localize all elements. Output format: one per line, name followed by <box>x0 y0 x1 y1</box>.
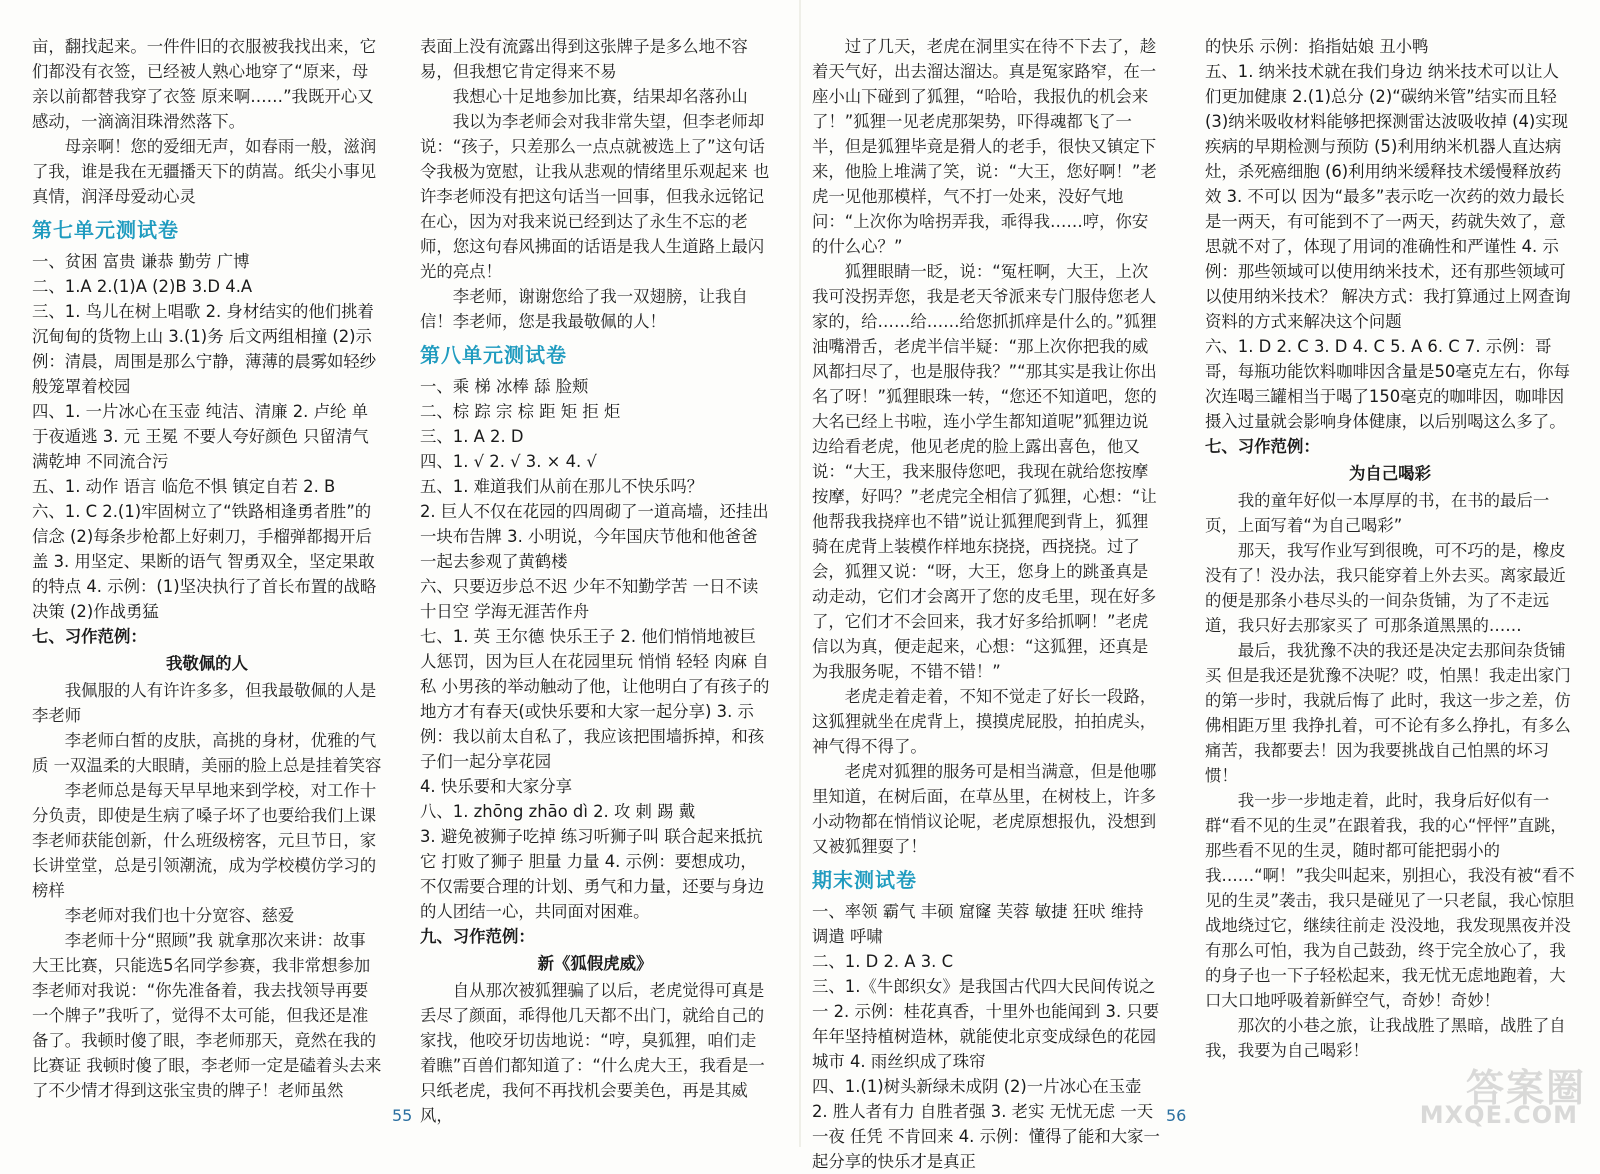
answer-line: 三、1.《牛郎织女》是我国古代四大民间传说之一 2. 示例：桂花真香，十里外也能闻到 3. 只要年年坚持植树造林，就能使北京变成绿色的花园城市 4. 雨丝织成了珠帘 <box>812 977 1160 1071</box>
paragraph: 最后，我犹豫不决的我还是决定去那间杂货铺买 但是我还是犹豫不决呢？哎，怕黑！我走出家门的第一步时，我就后悔了 此时，我这一步之差，仿佛相距万里 我挣扎着，可不论有多么挣扎，有多么痛苦，我都要去！因为我要挑战自己怕黑的坏习惯！ <box>1205 641 1571 785</box>
answer-line: 九、习作范例： <box>420 927 535 946</box>
answer-line: 三、1. 鸟儿在树上唱歌 2. 身材结实的他们挑着沉甸甸的货物上山 3.(1)务 后文两组相撞 (2)示例：清晨，周围是那么宁静，薄薄的晨雾如轻纱般笼罩着校园 <box>32 302 377 396</box>
page-gutter <box>799 0 801 1147</box>
answer-line: 四、1.(1)树头新绿未成阴 (2)一片冰心在玉壶 2. 胜人者有力 自胜者强 3. 老实 无忧无虑 一天一夜 任凭 不肯回来 4. 示例：懂得了能和大家一起分享的快乐才是真正 <box>812 1077 1160 1171</box>
paragraph: 那天，我写作业写到很晚，可不巧的是，橡皮没有了！没办法，我只能穿着上外去买。离家最近的便是那条小巷尽头的一间杂货铺，为了不走远道，我只好去那家买了 可那条道黑黑的…… <box>1205 541 1566 635</box>
answer-list <box>420 374 770 949</box>
column-4 <box>1205 34 1575 1063</box>
paragraph: 那次的小巷之旅，让我战胜了黑暗，战胜了自我，我要为自己喝彩！ <box>1205 1016 1566 1060</box>
answer-line: 六、只要迈步总不迟 少年不知勤学苦 一日不读十日空 学海无涯苦作舟 <box>420 577 759 621</box>
answer-line: 二、1. D 2. A 3. C <box>812 952 954 971</box>
paragraph: 老虎走着走着，不知不觉走了好长一段路，这狐狸就坐在虎背上，摸摸虎屁股，拍拍虎头，神气得不得了。 <box>812 687 1157 756</box>
paragraph: 我一步一步地走着，此时，我身后好似有一群“看不见的生灵”在跟着我，我的心“怦怦”直跳，那些看不见的生灵，随时都可能把弱小的我……“啊！”我尖叫起来，别担心，我没有被“看不见的生灵”袭击，我只是碰见了一只老鼠，我心惊胆战地绕过它，继续往前走 没没地，我发现黑夜并没有那么可怕，我为自己鼓劲，终于完全放心了，我的身子也一下子轻松起来，我无忧无虑地跑着，大口大口地呼吸着新鲜空气，奇妙！奇妙！ <box>1205 791 1575 1010</box>
essay-continuation <box>812 34 1162 859</box>
answer-line: 三、1. A 2. D <box>420 427 524 446</box>
answer-line: 五、1. 难道我们从前在那儿不快乐吗？ <box>420 477 704 496</box>
column-2 <box>420 34 770 1128</box>
paragraph: 李老师白皙的皮肤，高挑的身材，优雅的气质 一双温柔的大眼睛，美丽的脸上总是挂着笑容 <box>32 731 382 775</box>
answer-line: 二、棕 踪 宗 棕 距 矩 拒 炬 <box>420 402 621 421</box>
paragraph: 过了几天，老虎在洞里实在待不下去了，趁着天气好，出去溜达溜达。真是冤家路窄，在一座小山下碰到了狐狸，“哈哈，我报仇的机会来了！”狐狸一见老虎那架势，吓得魂都飞了一半，但是狐狸毕竟是猾人的老手，很快又镇定下来，他脸上堆满了笑，说：“大王，您好啊！”老虎一见他那模样，气不打一处来，没好气地问：“上次你为啥拐弄我，乖得我……哼，你安的什么心？” <box>812 37 1157 256</box>
page-number-right: 56 <box>1166 1106 1187 1125</box>
watermark-top-text: 答案圈 <box>1465 1066 1586 1110</box>
paragraph: 李老师总是每天早早地来到学校，对工作十分负责，即使是生病了嗓子坏了也要给我们上课 李老师获能创新，什么班级榜客，元旦节日，家长讲堂堂，总是引领潮流，成为学校模仿学习的榜样 <box>32 781 377 900</box>
essay-continuation <box>420 34 770 334</box>
essay-title: 新《狐假虎威》 <box>537 954 653 973</box>
essay-body <box>1205 488 1575 1063</box>
answer-line: 四、1. 一片冰心在玉壶 纯洁、清廉 2. 卢纶 单于夜遁逃 3. 元 王冕 不要人夸好颜色 只留清气满乾坤 不同流合污 <box>32 402 369 471</box>
paragraph: 我以为李老师会对我非常失望，但李老师却说：“孩子，只差那么一点点就被选上了”这句话令我极为宽慰，让我从悲观的情绪里乐观起来 也许李老师没有把这句话当一回事，但我永远铭记在心，因为对我来说已经到达了永生不忘的老师，您这句春风拂面的话语是我人生道路上最闪光的亮点！ <box>420 112 770 281</box>
paragraph: 我想心十足地参加比赛，结果却名落孙山 <box>452 87 748 106</box>
answer-line: 一、率领 霸气 丰硕 窟窿 芙蓉 敏捷 狂吠 维持 调遣 呼啸 <box>812 902 1144 946</box>
answer-line: 的快乐 示例：掐指姑娘 丑小鸭 <box>1205 37 1429 56</box>
essay-title: 我敬佩的人 <box>166 654 248 673</box>
answer-line: 五、1. 纳米技术就在我们身边 纳米技术可以让人们更加健康 2.(1)总分 (2)“碳纳米管”结实而且轻 (3)纳米吸收材料能够把探测雷达波吸收掉 (4)实现疾病的早期检测与预防 (5)利用纳米机器人直达病灶，杀死癌细胞 (6)利用纳米缓释技术缓慢释放药效 3. 不可以 因为“最多”表示吃一次药的效力最长是一两天，有可能到不了一两天，药就失效了，意思就不对了，体现了用词的准确性和严谨性 4. 示例：那些领域可以使用纳米技术，还有那些领域可以使用纳米技术？ 解决方式：我打算通过上网查询资料的方式来解决这个问题 <box>1205 62 1571 331</box>
watermark-logo <box>1411 1057 1586 1129</box>
paragraph: 李老师，谢谢您给了我一双翅膀，让我自信！李老师，您是我最敬佩的人！ <box>420 287 748 331</box>
answer-line: 2. 巨人不仅在花园的四周砌了一道高墙，还挂出一块布告牌 3. 小明说，今年国庆节他和他爸爸一起去参观了黄鹤楼 <box>420 502 769 571</box>
answer-line: 3. 避免被狮子吃掉 练习听狮子叫 联合起来抵抗它 打败了狮子 胆量 力量 4. 示例：要想成功，不仅需要合理的计划、勇气和力量，还要与身边的人团结一心，共同面对困难。 <box>420 827 765 921</box>
answer-line: 六、1. C 2.(1)牢固树立了“铁路相逢勇者胜”的信念 (2)每条步枪都上好刺刀，手榴弹都揭开后盖 3. 用坚定、果断的语气 智勇双全，坚定果敢的特点 4. 示例：(1)坚决执行了首长布置的战略决策 (2)作战勇猛 <box>32 502 377 621</box>
section-title-unit8: 第八单元测试卷 <box>420 343 567 367</box>
paragraph: 亩，翻找起来。一件件旧的衣服被我找出来，它们都没有衣签，已经被人熟心地穿了“原来，母亲以前都替我穿了衣签 原来啊……”我既开心又感动，一滴滴泪珠滑然落下。 <box>32 37 377 131</box>
watermark-bottom-text: MXQE.COM <box>1419 1101 1578 1129</box>
answer-line: 四、1. √ 2. √ 3. × 4. √ <box>420 452 597 471</box>
answer-list <box>32 249 382 649</box>
paragraph: 李老师十分“照顾”我 就拿那次来讲：故事大王比赛，只能选5名同学参赛，我非常想参加 李老师对我说：“你先准备着，我去找领导再要一个牌子”我听了，觉得不太可能，但我还是准备了。我顿时傻了眼，李老师那天，竟然在我的比赛证 我顿时傻了眼，李老师一定是磕着头去来了不少情才得到这张宝贵的牌子！老师虽然 <box>32 931 382 1100</box>
answer-line: 二、1.A 2.(1)A (2)B 3.D 4.A <box>32 277 253 296</box>
paragraph: 我的童年好似一本厚厚的书，在书的最后一页，上面写着“为自己喝彩” <box>1205 491 1550 535</box>
answer-line: 七、习作范例： <box>1205 437 1320 456</box>
answer-list <box>1205 34 1575 459</box>
answer-line: 一、贫困 富贵 谦恭 勤劳 广博 <box>32 252 250 271</box>
section-title-final: 期末测试卷 <box>812 868 917 892</box>
paragraph: 母亲啊！您的爱细无声，如春雨一般，滋润了我，谁是我在无疆播天下的荫嵩。纸尖小事见真情，润泽母爱动心灵 <box>32 137 377 206</box>
column-1 <box>32 34 382 1103</box>
paragraph: 狐狸眼睛一眨，说：“冤枉啊，大王，上次我可没拐弄您，我是老天爷派来专门服侍您老人家的，给……给……给您抓抓痒是什么的。”狐狸油嘴滑舌，老虎半信半疑：“那上次你把我的威风都扫尽了，也是服侍我？”“那其实是我让你出名了呀！”狐狸眼珠一转，“您还不知道吧，您的大名已经上书啦，连小学生都知道呢”狐狸边说边给看老虎，他见老虎的脸上露出喜色，他又说：“大王，我来服侍您吧，我现在就给您按摩按摩，好吗？”老虎完全相信了狐狸，心想：“让他帮我我挠痒也不错”说让狐狸爬到背上，狐狸骑在虎背上装模作样地东挠挠，西挠挠。过了会，狐狸又说：“呀，大王，您身上的跳蚤真是动走动，它们才会离开了您的皮毛里，现在好多了，它们才不会回来，我才好多给抓啊！”老虎信以为真，便走起来，心想：“这狐狸，还真是为我服务呢，不错不错！” <box>812 262 1157 681</box>
paragraph: 老虎对狐狸的服务可是相当满意，但是他哪里知道，在树后面，在草丛里，在树枝上，许多小动物都在悄悄议论呢，老虎原想报仇，没想到又被狐狸耍了！ <box>812 762 1157 856</box>
column-3 <box>812 34 1162 1174</box>
paragraph: 表面上没有流露出得到这张牌子是多么地不容易，但我想它肯定得来不易 <box>420 37 748 81</box>
answer-line: 六、1. D 2. C 3. D 4. C 5. A 6. C 7. 示例：哥哥，每瓶功能饮料咖啡因含量是50毫克左右，你每次连喝三罐相当于喝了150毫克的咖啡因，咖啡因摄入过量就会影响身体健康，以后别喝这么多了。 <box>1205 337 1571 431</box>
answer-list <box>812 899 1162 1174</box>
paragraph: 我佩服的人有许许多多，但我最敬佩的人是李老师 <box>32 681 377 725</box>
paragraph: 李老师对我们也十分宽容、慈爱 <box>64 906 295 925</box>
answer-line: 八、1. zhōng zhāo dì 2. 攻 刺 踢 戴 <box>420 802 696 821</box>
essay-body <box>32 678 382 1103</box>
answer-line: 五、1. 动作 语言 临危不惧 镇定自若 2. B <box>32 477 336 496</box>
answer-line: 4. 快乐要和大家分享 <box>420 777 572 796</box>
paragraph: 自从那次被狐狸骗了以后，老虎觉得可真是丢尽了颜面，乖得他几天都不出门，就给自己的家找，他咬牙切齿地说：“哼，臭狐狸，咱们走着瞧”百兽们都知道了：“什么虎大王，我看是一只纸老虎，我何不再找机会要美色，再是其威风， <box>420 981 765 1125</box>
essay-body <box>420 978 770 1128</box>
essay-continuation <box>32 34 382 209</box>
essay-title: 为自己喝彩 <box>1349 464 1431 483</box>
section-title-unit7: 第七单元测试卷 <box>32 218 179 242</box>
answer-line: 七、1. 英 王尔德 快乐王子 2. 他们悄悄地被巨人惩罚，因为巨人在花园里玩 悄悄 轻轻 肉麻 自私 小男孩的举动触动了他，让他明白了有孩子的地方才有春天(或快乐要和大家一起分享) 3. 示例：我以前太自私了，我应该把围墙拆掉，和孩子们一起分享花园 <box>420 627 770 771</box>
answer-line: 七、习作范例： <box>32 627 147 646</box>
page-number-left: 55 <box>392 1106 413 1125</box>
answer-line: 一、乘 梯 冰棒 舔 脸颊 <box>420 377 589 396</box>
